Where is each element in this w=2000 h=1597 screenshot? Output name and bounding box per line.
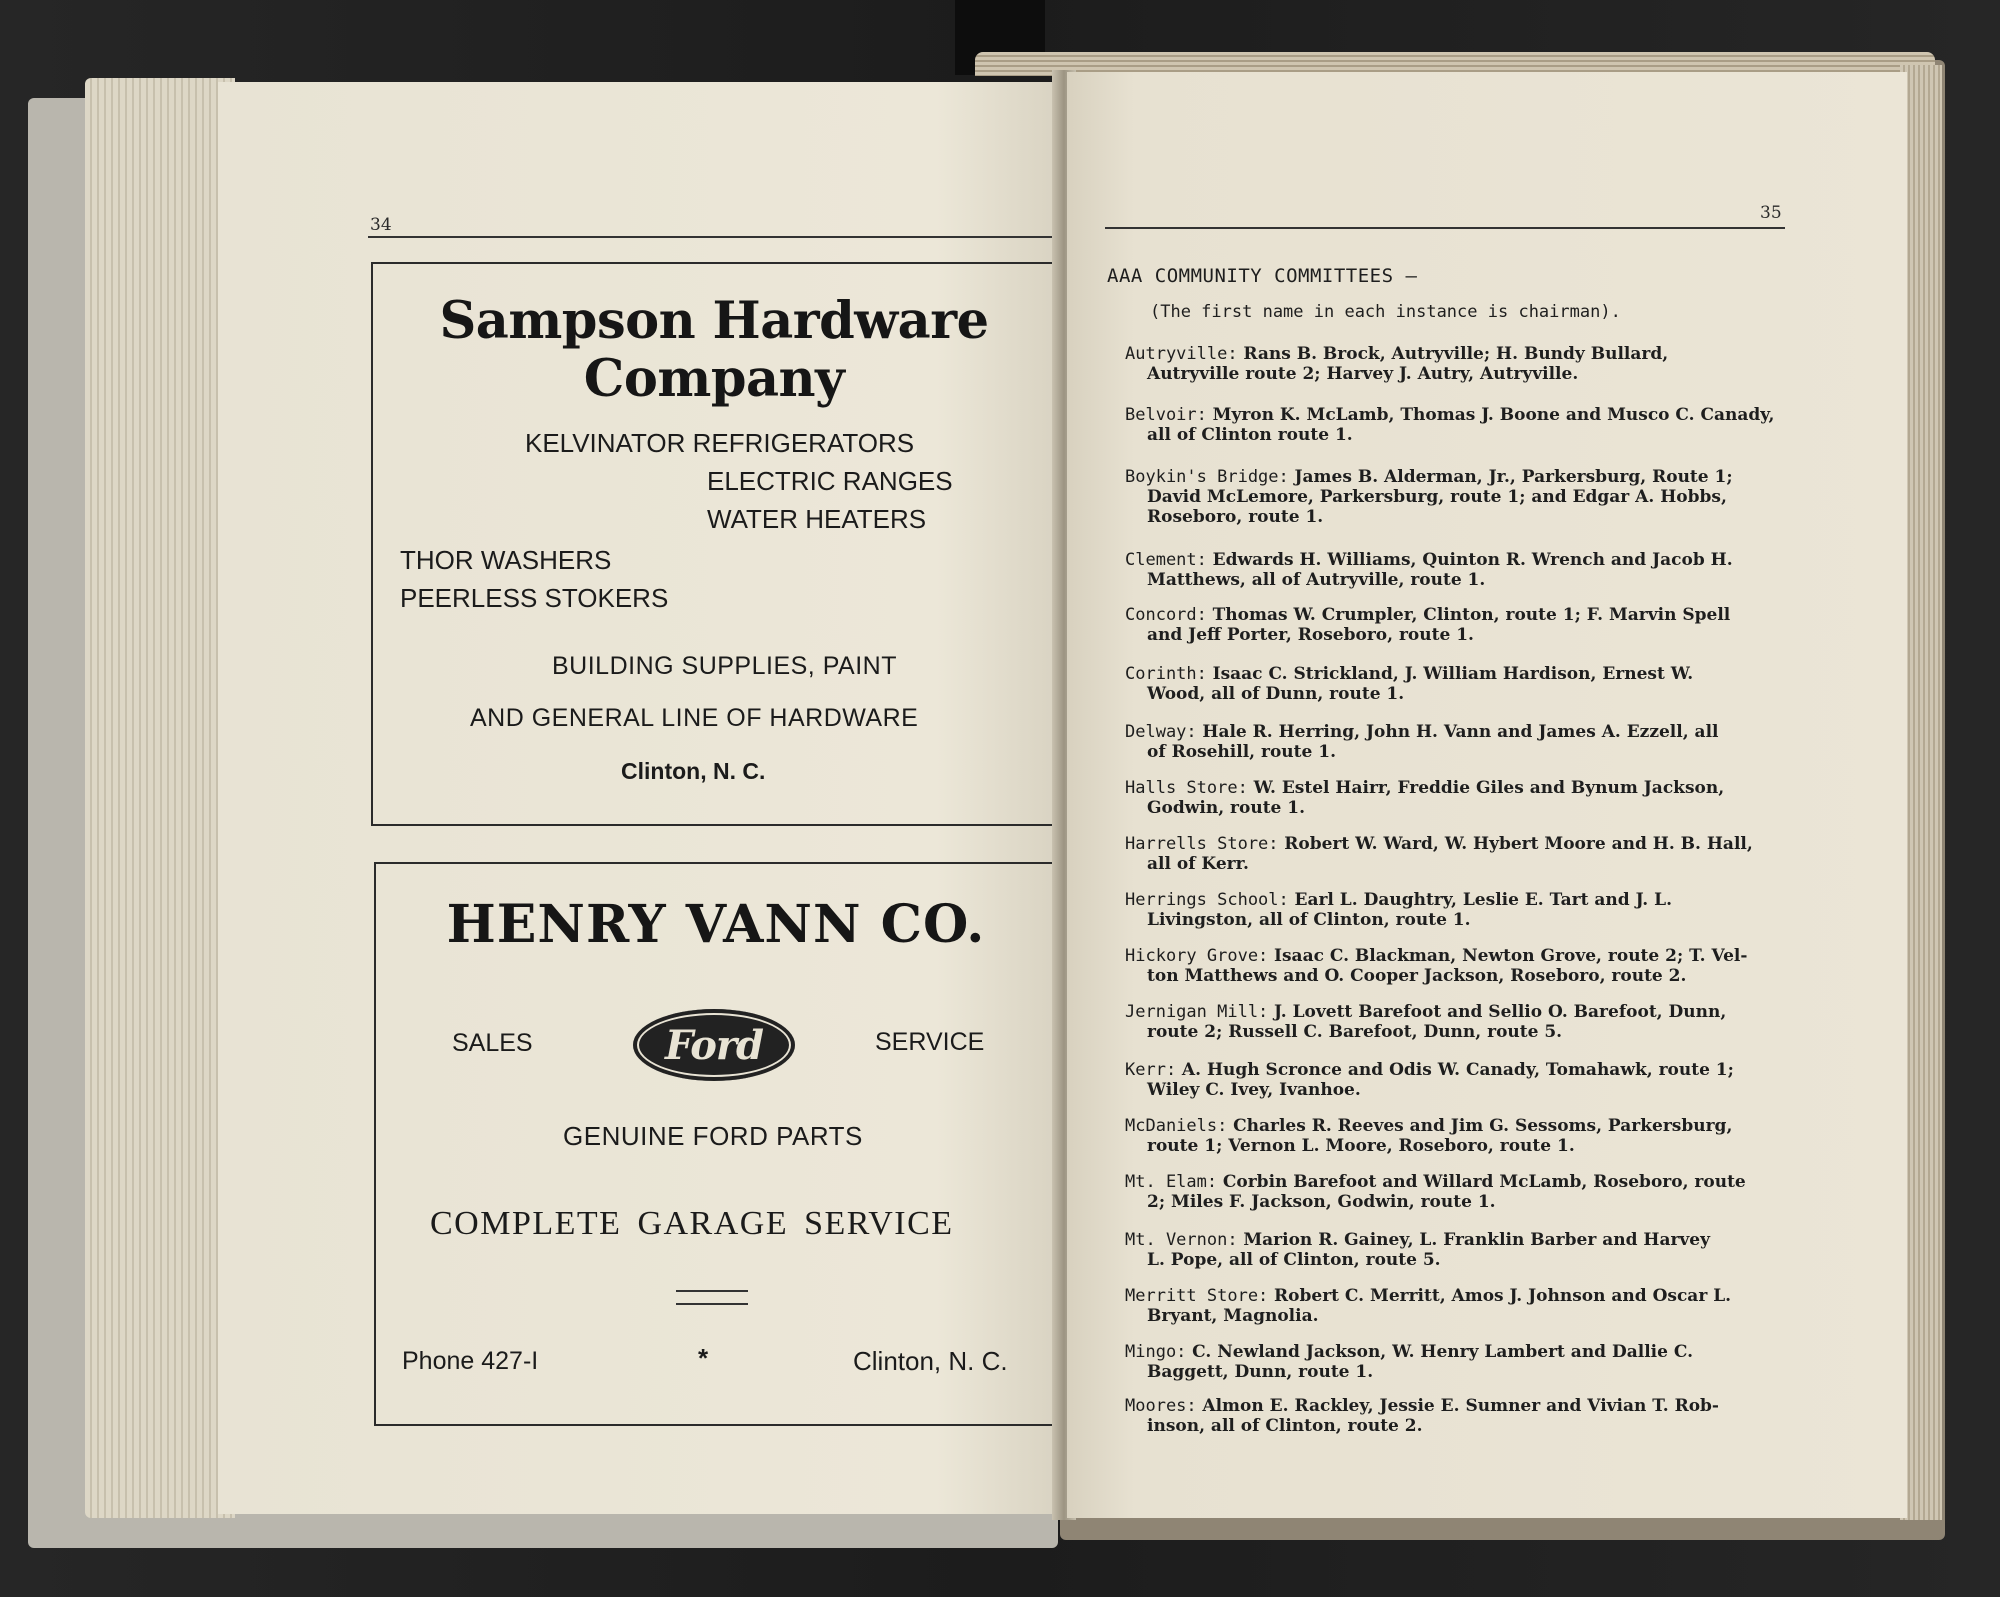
committee-name: Hickory Grove: [1125, 946, 1269, 966]
committee-line [1125, 1286, 1785, 1306]
committee-line [1125, 1060, 1785, 1080]
committee-members: W. Estel Hairr, Freddie Giles and Bynum Jackson, [1253, 778, 1725, 798]
committee-entry [1125, 890, 1785, 930]
committee-name: Autryville: [1125, 344, 1238, 364]
committee-members-continued: Wood, all of Dunn, route 1. [1147, 684, 1405, 704]
committees-heading: AAA COMMUNITY COMMITTEES — [1107, 265, 1418, 287]
committee-members-continued: Autryville route 2; Harvey J. Autry, Autryville. [1147, 364, 1579, 384]
committee-name: Halls Store: [1125, 778, 1248, 798]
committee-members: Corbin Barefoot and Willard McLamb, Roseboro, route [1222, 1172, 1746, 1192]
committee-members: Almon E. Rackley, Jessie E. Sumner and Vivian T. Rob- [1202, 1396, 1719, 1416]
committee-name: Mt. Elam: [1125, 1172, 1218, 1192]
committee-members: Isaac C. Blackman, Newton Grove, route 2; T. Vel- [1274, 946, 1748, 966]
committee-entry [1125, 946, 1785, 986]
committee-members: James B. Alderman, Jr., Parkersburg, Route 1; [1294, 467, 1733, 487]
henry-star: * [698, 1343, 709, 1373]
committee-entry [1125, 1172, 1785, 1212]
committee-entry [1125, 1116, 1785, 1156]
committee-members-continued: of Rosehill, route 1. [1147, 742, 1336, 762]
henry-rule-top [676, 1290, 748, 1292]
committee-name: Jernigan Mill: [1125, 1002, 1269, 1022]
committee-name: Concord: [1125, 605, 1207, 625]
committee-entry [1125, 405, 1785, 445]
committee-line [1125, 550, 1785, 570]
committee-entry [1125, 834, 1785, 874]
committee-members: Isaac C. Strickland, J. William Hardison, Ernest W. [1212, 664, 1694, 684]
committee-line [1125, 664, 1785, 684]
committee-entry [1125, 1286, 1785, 1326]
committee-line [1125, 722, 1785, 742]
committee-entry [1125, 1342, 1785, 1382]
committee-line [1125, 405, 1785, 425]
committee-members-continued: 2; Miles F. Jackson, Godwin, route 1. [1147, 1192, 1496, 1212]
sampson-line-general: AND GENERAL LINE OF HARDWARE [470, 704, 919, 732]
committee-members-continued: Roseboro, route 1. [1147, 507, 1324, 527]
committee-entry [1125, 722, 1785, 762]
committee-entry [1125, 1230, 1785, 1270]
ford-logo [633, 1009, 795, 1081]
committee-members-continued: ton Matthews and O. Cooper Jackson, Roseboro, route 2. [1147, 966, 1687, 986]
henry-phone: Phone 427-I [402, 1347, 539, 1375]
committee-entry [1125, 467, 1785, 527]
committee-members-continued: route 1; Vernon L. Moore, Roseboro, route 1. [1147, 1136, 1575, 1156]
sampson-line-kelvinator: KELVINATOR REFRIGERATORS [525, 428, 915, 458]
committee-line [1125, 834, 1785, 854]
committee-members: A. Hugh Scronce and Odis W. Canady, Tomahawk, route 1; [1181, 1060, 1734, 1080]
committee-members: Marion R. Gainey, L. Franklin Barber and Harvey [1243, 1230, 1710, 1250]
sampson-line-washers: THOR WASHERS [400, 545, 612, 575]
committee-name: Kerr: [1125, 1060, 1177, 1080]
committee-line [1125, 890, 1785, 910]
committee-entry [1125, 1060, 1785, 1100]
committee-name: Herrings School: [1125, 890, 1289, 910]
committee-members: J. Lovett Barefoot and Sellio O. Barefoot, Dunn, [1274, 1002, 1727, 1022]
henry-ford-parts: GENUINE FORD PARTS [563, 1121, 863, 1151]
henry-rule-bottom [676, 1303, 748, 1305]
sampson-title-line1: Sampson Hardware [439, 291, 989, 351]
committee-name: Delway: [1125, 722, 1197, 742]
committee-members: Robert W. Ward, W. Hybert Moore and H. B. Hall, [1284, 834, 1753, 854]
committee-members: Edwards H. Williams, Quinton R. Wrench and Jacob H. [1212, 550, 1733, 570]
committee-name: Boykin's Bridge: [1125, 467, 1289, 487]
henry-location: Clinton, N. C. [853, 1346, 1008, 1376]
committee-members-continued: all of Kerr. [1147, 854, 1249, 874]
committee-line [1125, 1002, 1785, 1022]
committee-line [1125, 778, 1785, 798]
committee-members: Charles R. Reeves and Jim G. Sessoms, Parkersburg, [1233, 1116, 1733, 1136]
committee-members-continued: Wiley C. Ivey, Ivanhoe. [1147, 1080, 1361, 1100]
committee-members-continued: Bryant, Magnolia. [1147, 1306, 1319, 1326]
committee-members: Rans B. Brock, Autryville; H. Bundy Bullard, [1243, 344, 1669, 364]
committee-name: Belvoir: [1125, 405, 1207, 425]
committee-line [1125, 1172, 1785, 1192]
sampson-line-building: BUILDING SUPPLIES, PAINT [552, 652, 897, 680]
committee-entry [1125, 778, 1785, 818]
committees-subheading: (The first name in each instance is chairman). [1150, 302, 1621, 322]
committee-name: Clement: [1125, 550, 1207, 570]
committee-members-continued: Matthews, all of Autryville, route 1. [1147, 570, 1486, 590]
page-edges-left [85, 78, 235, 1518]
committee-line [1125, 1342, 1785, 1362]
sampson-title-line2: Company [583, 349, 845, 409]
committee-members-continued: Baggett, Dunn, route 1. [1147, 1362, 1374, 1382]
committee-entry [1125, 605, 1785, 645]
sampson-location: Clinton, N. C. [621, 758, 766, 784]
henry-garage-service: COMPLETE GARAGE SERVICE [430, 1205, 954, 1242]
committee-name: Moores: [1125, 1396, 1197, 1416]
committee-members-continued: David McLemore, Parkersburg, route 1; and Edgar A. Hobbs, [1147, 487, 1727, 507]
committee-entry [1125, 344, 1785, 384]
left-header-rule [368, 236, 1056, 238]
committee-line [1125, 1396, 1785, 1416]
committee-line [1125, 1116, 1785, 1136]
sampson-line-heaters: WATER HEATERS [707, 504, 927, 534]
committee-line [1125, 605, 1785, 625]
committee-entry [1125, 1002, 1785, 1042]
sampson-line-stokers: PEERLESS STOKERS [400, 583, 669, 613]
committee-entry [1125, 550, 1785, 590]
committee-line [1125, 467, 1785, 487]
committee-members: Hale R. Herring, John H. Vann and James A. Ezzell, all [1202, 722, 1719, 742]
committee-members-continued: L. Pope, all of Clinton, route 5. [1147, 1250, 1441, 1270]
left-page-number: 34 [370, 215, 392, 235]
henry-sales-label: SALES [452, 1029, 533, 1057]
committee-name: Mt. Vernon: [1125, 1230, 1238, 1250]
committee-name: McDaniels: [1125, 1116, 1228, 1136]
henry-service-label: SERVICE [875, 1028, 985, 1056]
henry-vann-title: HENRY VANN CO. [446, 894, 986, 955]
committee-line [1125, 344, 1785, 364]
committee-name: Corinth: [1125, 664, 1207, 684]
committee-line [1125, 946, 1785, 966]
committee-members-continued: inson, all of Clinton, route 2. [1147, 1416, 1423, 1436]
right-page-number: 35 [1760, 203, 1782, 223]
committee-members-continued: route 2; Russell C. Barefoot, Dunn, route 5. [1147, 1022, 1563, 1042]
committee-members: Myron K. McLamb, Thomas J. Boone and Musco C. Canady, [1212, 405, 1775, 425]
committee-members-continued: Godwin, route 1. [1147, 798, 1306, 818]
committee-line [1125, 1230, 1785, 1250]
committee-name: Mingo: [1125, 1342, 1187, 1362]
committee-members-continued: and Jeff Porter, Roseboro, route 1. [1147, 625, 1474, 645]
committee-members-continued: all of Clinton route 1. [1147, 425, 1353, 445]
committee-members: Thomas W. Crumpler, Clinton, route 1; F. Marvin Spell [1212, 605, 1731, 625]
right-header-rule [1105, 227, 1785, 229]
ford-logo-text: Ford [665, 1021, 763, 1069]
committee-name: Harrells Store: [1125, 834, 1279, 854]
committee-name: Merritt Store: [1125, 1286, 1269, 1306]
committee-members: Earl L. Daughtry, Leslie E. Tart and J. L. [1294, 890, 1673, 910]
committee-entry [1125, 1396, 1785, 1436]
committee-members: Robert C. Merritt, Amos J. Johnson and Oscar L. [1274, 1286, 1732, 1306]
sampson-hardware-ad [371, 262, 1057, 826]
committee-entry [1125, 664, 1785, 704]
committee-members: C. Newland Jackson, W. Henry Lambert and Dallie C. [1192, 1342, 1694, 1362]
committee-members-continued: Livingston, all of Clinton, route 1. [1147, 910, 1471, 930]
sampson-line-ranges: ELECTRIC RANGES [707, 466, 953, 496]
